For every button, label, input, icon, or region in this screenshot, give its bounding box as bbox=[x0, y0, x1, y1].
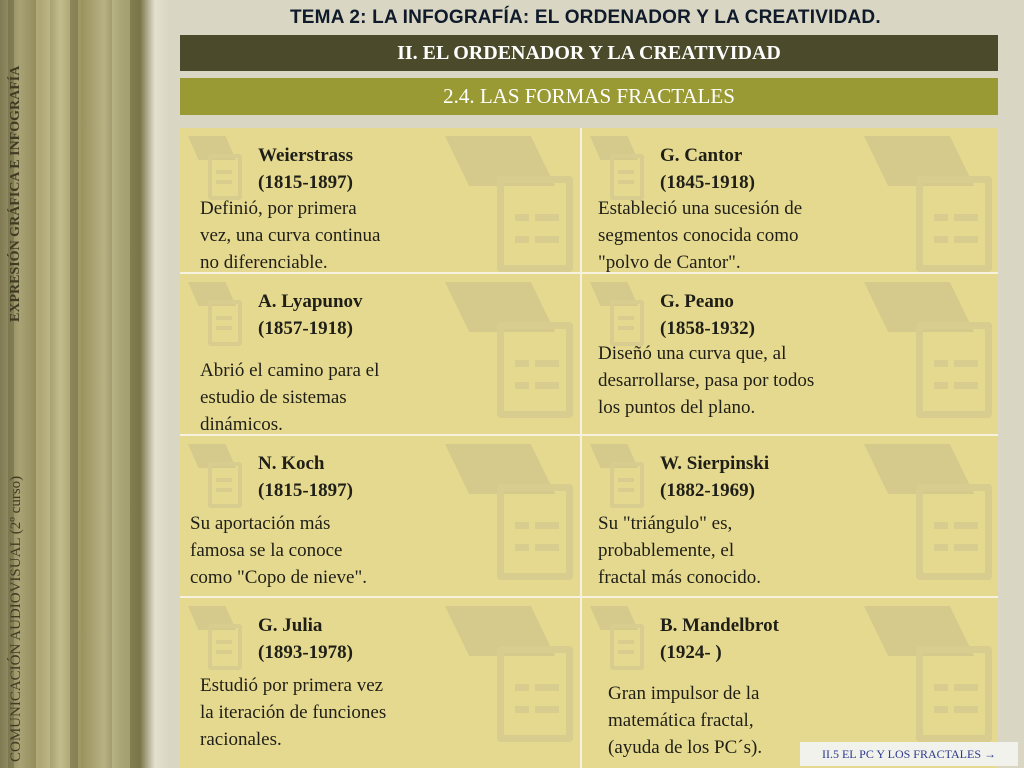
document-icon bbox=[590, 444, 650, 514]
document-icon bbox=[188, 606, 248, 676]
person-card bbox=[180, 128, 580, 272]
document-icon bbox=[864, 606, 994, 756]
left-decorative-band bbox=[0, 0, 170, 768]
person-description: Estableció una sucesión de segmentos conocida como "polvo de Cantor". bbox=[598, 198, 803, 272]
person-years: (1845-1918) bbox=[660, 172, 755, 193]
grid-divider bbox=[180, 272, 998, 274]
person-card bbox=[582, 274, 998, 434]
document-icon bbox=[445, 444, 575, 594]
person-name: G. Cantor bbox=[660, 145, 743, 166]
person-years: (1857-1918) bbox=[258, 318, 353, 339]
section-title-bar: II. EL ORDENADOR Y LA CREATIVIDAD bbox=[180, 35, 998, 71]
grid-divider bbox=[180, 434, 998, 436]
person-card bbox=[180, 436, 580, 596]
next-slide-link[interactable]: II.5 EL PC Y LOS FRACTALES → bbox=[800, 742, 1018, 766]
document-icon bbox=[445, 606, 575, 756]
person-description: Su aportación más famosa se la conoce como "Copo de nieve". bbox=[190, 513, 367, 588]
person-description: Su "triángulo" es, probablemente, el fractal más conocido. bbox=[598, 513, 762, 588]
person-name: W. Sierpinski bbox=[660, 453, 770, 474]
person-years: (1858-1932) bbox=[660, 318, 755, 339]
subject-label: EXPRESIÓN GRÁFICA E INFOGRAFÍA bbox=[8, 65, 23, 322]
person-name: B. Mandelbrot bbox=[660, 615, 779, 636]
person-years: (1815-1897) bbox=[258, 480, 353, 501]
person-name: N. Koch bbox=[258, 453, 325, 474]
person-name: G. Julia bbox=[258, 615, 323, 636]
person-description: Definió, por primera vez, una curva continua no diferenciable. bbox=[200, 198, 381, 272]
page-title: TEMA 2: LA INFOGRAFÍA: EL ORDENADOR Y LA CREATIVIDAD. bbox=[290, 7, 881, 28]
document-icon bbox=[864, 444, 994, 594]
person-card bbox=[180, 274, 580, 434]
person-years: (1882-1969) bbox=[660, 480, 755, 501]
document-icon bbox=[445, 136, 575, 272]
person-card bbox=[582, 128, 998, 272]
person-name: Weierstrass bbox=[258, 145, 353, 166]
person-card bbox=[582, 436, 998, 596]
grid-divider bbox=[580, 128, 582, 768]
person-description: Estudió por primera vez la iteración de funciones racionales. bbox=[200, 675, 387, 750]
person-description: Abrió el camino para el estudio de sistemas dinámicos. bbox=[200, 360, 380, 434]
person-description: Diseñó una curva que, al desarrollarse, pasa por todos los puntos del plano. bbox=[598, 343, 815, 418]
person-name: A. Lyapunov bbox=[258, 291, 363, 312]
document-icon bbox=[864, 282, 994, 432]
document-icon bbox=[445, 282, 575, 432]
person-description: Gran impulsor de la matemática fractal, (ayuda de los PC´s). bbox=[608, 683, 763, 758]
document-icon bbox=[590, 606, 650, 676]
person-years: (1893-1978) bbox=[258, 642, 353, 663]
person-years: (1815-1897) bbox=[258, 172, 353, 193]
person-card bbox=[180, 598, 580, 768]
course-label: COMUNICACIÓN AUDIOVISUAL (2º curso) bbox=[8, 475, 24, 762]
subsection-title-bar: 2.4. LAS FORMAS FRACTALES bbox=[180, 78, 998, 115]
grid-divider bbox=[180, 596, 998, 598]
person-name: G. Peano bbox=[660, 291, 734, 312]
document-icon bbox=[188, 444, 248, 514]
document-icon bbox=[188, 282, 248, 352]
mathematicians-grid bbox=[180, 128, 998, 768]
document-icon bbox=[864, 136, 994, 272]
person-years: (1924- ) bbox=[660, 642, 722, 663]
